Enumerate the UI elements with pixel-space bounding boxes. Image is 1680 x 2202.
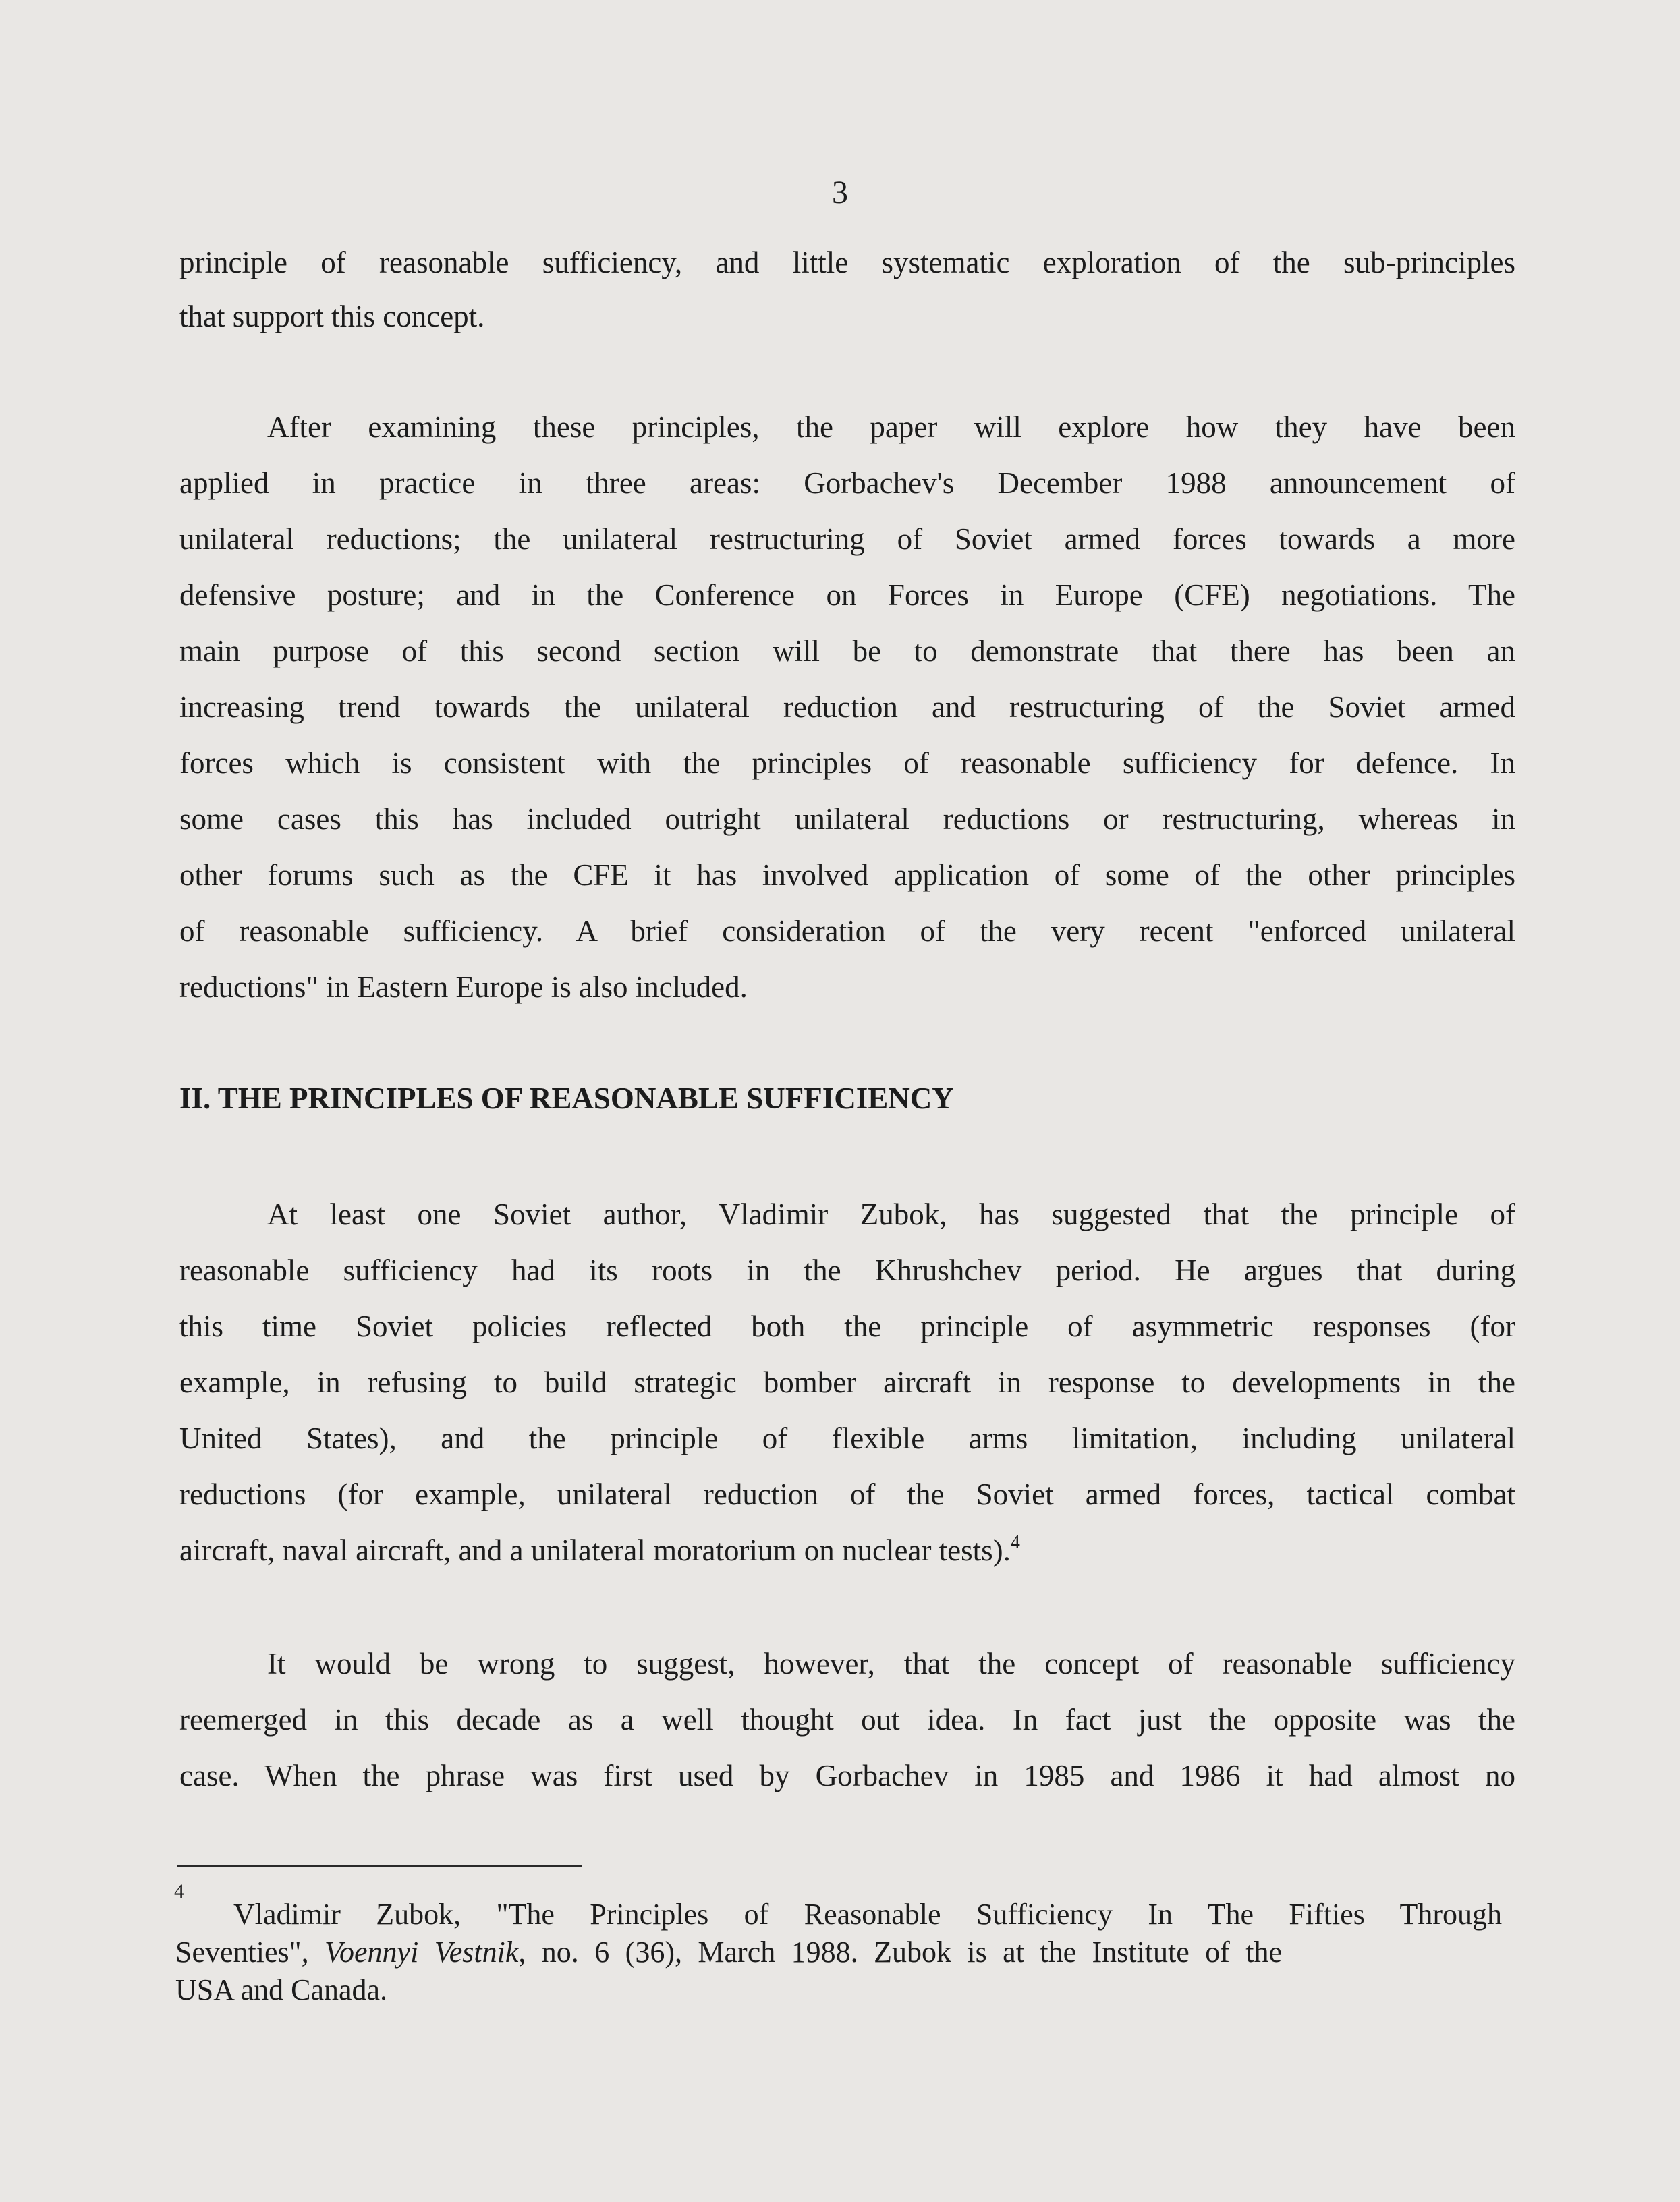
footnote-line-1: Vladimir Zubok, "The Principles of Reasonable Sufficiency In The Fifties Through [233,1898,1502,1931]
footnote-separator [177,1865,582,1867]
footnote-line-2-start: Seventies", [175,1936,325,1969]
paragraph-2-line-10: of reasonable sufficiency. A brief consideration of the very recent "enforced unilateral [179,914,1515,948]
paragraph-2-line-2: applied in practice in three areas: Gorbachev's December 1988 announcement of [179,466,1515,500]
footnote-line-2 [175,1933,1282,1971]
paragraph-2-line-5: main purpose of this second section will be to demonstrate that there has been an [179,634,1515,668]
paragraph-2-line-8: some cases this has included outright unilateral reductions or restructuring, whereas in [179,802,1515,836]
paragraph-4-line-3: case. When the phrase was first used by Gorbachev in 1985 and 1986 it had almost no [179,1759,1515,1792]
footnote-marker: 4 [174,1880,184,1902]
paragraph-3-line-5: United States), and the principle of flexible arms limitation, including unilateral [179,1421,1515,1455]
paragraph-1-line-2: that support this concept. [179,300,485,333]
paragraph-3-line-4: example, in refusing to build strategic bomber aircraft in response to developments in the [179,1365,1515,1399]
paragraph-3-line-3: this time Soviet policies reflected both the principle of asymmetric responses (for [179,1309,1515,1343]
paragraph-2-line-9: other forums such as the CFE it has involved application of some of the other principles [179,858,1515,892]
paragraph-2-line-7: forces which is consistent with the principles of reasonable sufficiency for defence. In [179,746,1515,780]
paragraph-2-line-4: defensive posture; and in the Conference on Forces in Europe (CFE) negotiations. The [179,578,1515,612]
paragraph-2-line-6: increasing trend towards the unilateral reduction and restructuring of the Soviet armed [179,690,1515,724]
paragraph-4-line-2: reemerged in this decade as a well thought out idea. In fact just the opposite was the [179,1703,1515,1737]
footnote-line-2-end: , no. 6 (36), March 1988. Zubok is at the Institute of the [518,1936,1282,1969]
paragraph-2-line-1: After examining these principles, the paper will explore how they have been [267,410,1515,444]
section-heading: II. THE PRINCIPLES OF REASONABLE SUFFICIENCY [179,1081,954,1115]
paragraph-3-line-7 [179,1530,1515,1571]
paragraph-3-line-6: reductions (for example, unilateral reduction of the Soviet armed forces, tactical combat [179,1477,1515,1511]
paragraph-3-line-7-text: aircraft, naval aircraft, and a unilateral moratorium on nuclear tests). [179,1533,1011,1567]
journal-title: Voennyi Vestnik [325,1936,519,1969]
footnote-line-3: USA and Canada. [175,1973,388,2006]
paragraph-3-line-1: At least one Soviet author, Vladimir Zubok, has suggested that the principle of [267,1197,1515,1231]
footnote-reference: 4 [1010,1532,1020,1553]
paragraph-2-line-3: unilateral reductions; the unilateral restructuring of Soviet armed forces towards a more [179,522,1515,556]
paragraph-1-line-1: principle of reasonable sufficiency, and little systematic exploration of the sub-principles [179,246,1515,279]
paragraph-2-line-11: reductions" in Eastern Europe is also included. [179,970,748,1004]
page-number: 3 [832,175,848,210]
paragraph-4-line-1: It would be wrong to suggest, however, that the concept of reasonable sufficiency [267,1647,1515,1681]
paragraph-3-line-2: reasonable sufficiency had its roots in the Khrushchev period. He argues that during [179,1253,1515,1287]
